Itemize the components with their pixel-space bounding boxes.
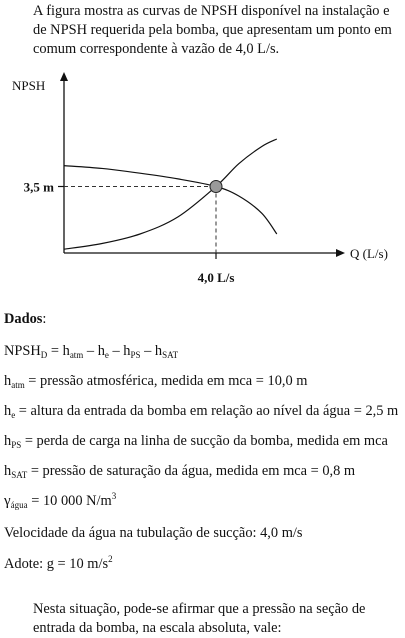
y-tick-label: 3,5 m xyxy=(23,179,54,195)
y-axis-arrow-icon xyxy=(60,72,68,81)
y-axis-label: NPSH xyxy=(12,78,46,93)
npsh-equation: $NPSH_D = h_{atm} - h_e - h_{PS} - h_{SAT}$ xyxy=(4,343,179,360)
x-axis-arrow-icon xyxy=(336,249,345,257)
intersection-point xyxy=(210,181,222,193)
intro-paragraph: A figura mostra as curvas de NPSH disponível na instalação e de NPSH requerida pela bomba, que apresentam um ponto em comum correspondente à vazão de 4,0 L/s. xyxy=(33,3,392,57)
velocidade-line: Velocidade da água na tubulação de sucção: 4,0 m/s xyxy=(4,525,303,541)
chart-labels xyxy=(12,78,388,285)
dados-heading: Dados: xyxy=(4,311,47,327)
npsh-disponivel-curve xyxy=(64,166,277,234)
hatm-definition: $h_{atm}$ = pressão atmosférica, medida em mca = 10,0 m xyxy=(4,373,308,390)
he-definition: $h_e$ = altura da entrada da bomba em relação ao nível da água = 2,5 m xyxy=(4,403,399,420)
x-tick-label: 4,0 L/s xyxy=(197,270,235,285)
hsat-definition: $h_{SAT}$ = pressão de saturação da água, medida em mca = 0,8 m xyxy=(4,463,356,480)
chart-curves xyxy=(64,139,277,249)
x-axis-label: Q (L/s) xyxy=(350,246,388,261)
gamma-definition: $\gamma_{água} = 10$ 000 $N/m^3$ xyxy=(4,491,117,510)
adote-line: Adote: g = 10 $m/s^2$ xyxy=(4,554,113,572)
hps-definition: $h_{PS}$ = perda de carga na linha de sucção da bomba, medida em mca xyxy=(4,433,388,450)
chart-axes xyxy=(60,72,345,257)
npsh-requerida-curve xyxy=(64,139,277,249)
npsh-chart xyxy=(0,60,405,300)
closing-paragraph: Nesta situação, pode-se afirmar que a pressão na seção de entrada da bomba, na escala absoluta, vale: xyxy=(33,601,366,636)
